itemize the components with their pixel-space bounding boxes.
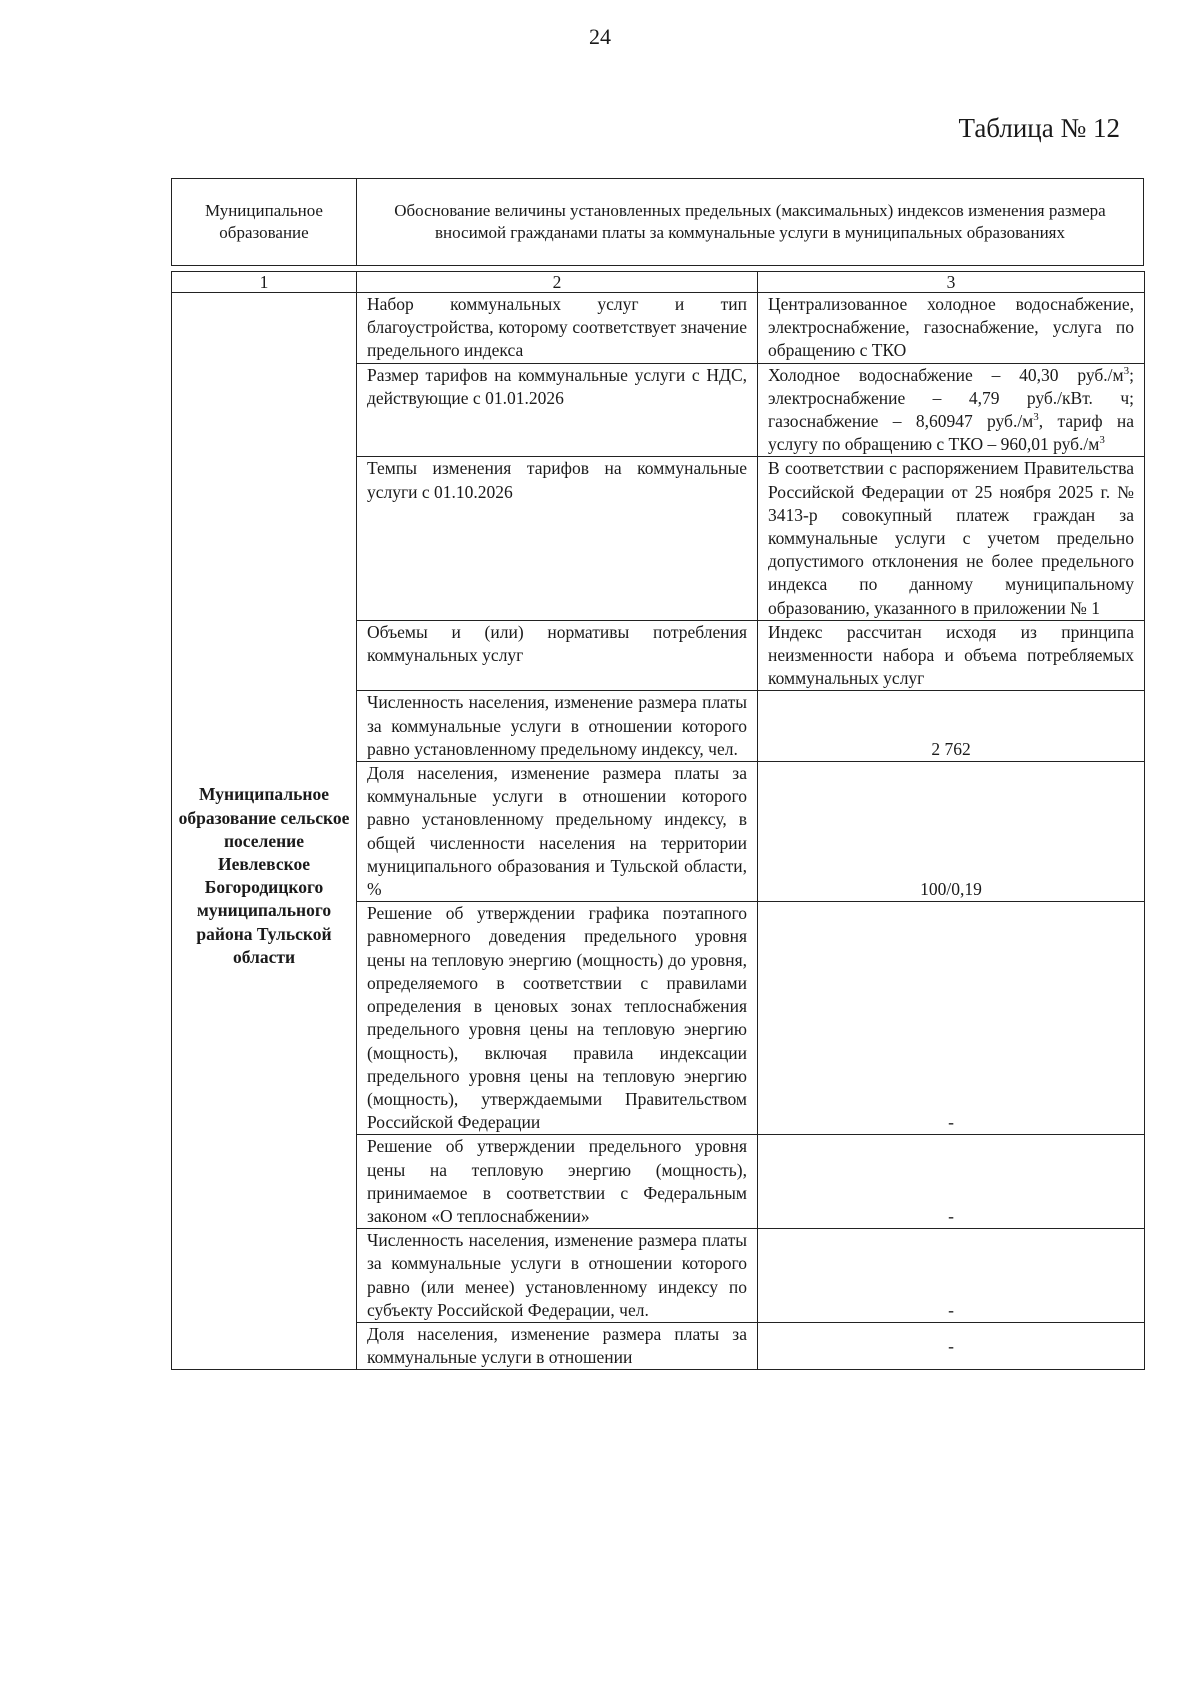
column-number: 3 xyxy=(758,272,1145,293)
row-label: Доля населения, изменение размера платы за коммунальные услуги в отношении xyxy=(357,1322,758,1369)
column-number-row xyxy=(172,272,1145,293)
table-title: Таблица № 12 xyxy=(958,113,1120,143)
row-label: Размер тарифов на коммунальные услуги с НДС, действующие с 01.01.2026 xyxy=(357,363,758,457)
row-label: Численность населения, изменение размера платы за коммунальные услуги в отношении которого равно установленному предельному индексу, чел. xyxy=(357,691,758,762)
data-table xyxy=(171,271,1145,1370)
column-number: 1 xyxy=(172,272,357,293)
row-value: Централизованное холодное водоснабжение, электроснабжение, газоснабжение, услуга по обращению с ТКО xyxy=(758,293,1145,364)
row-label: Численность населения, изменение размера платы за коммунальные услуги в отношении которого равно (или менее) установленному индексу по субъекту Российской Федерации, чел. xyxy=(357,1229,758,1323)
municipality-label: Муниципальное образование сельское поселение Иевлевское Богородицкого муниципального района Тульской области xyxy=(178,784,350,967)
row-label: Темпы изменения тарифов на коммунальные услуги с 01.10.2026 xyxy=(357,457,758,620)
row-value: - xyxy=(758,902,1145,1135)
row-value: В соответствии с распоряжением Правительства Российской Федерации от 25 ноября 2025 г. № 3413-р совокупный платеж граждан за коммунальные услуги с учетом предельно допустимого отклонения не более предельного индекса по данному муниципальному образованию, указанного в приложении № 1 xyxy=(758,457,1145,620)
row-value: - xyxy=(758,1135,1145,1229)
row-label: Набор коммунальных услуг и тип благоустройства, которому соответствует значение предельного индекса xyxy=(357,293,758,364)
row-value: - xyxy=(758,1322,1145,1369)
municipality-name xyxy=(172,293,357,1370)
row-label: Решение об утверждении графика поэтапного равномерного доведения предельного уровня цены на тепловую энергию (мощность) до уровня, определяемого в соответствии с правилами определения в ценовых зонах теплоснабжения предельного уровня цены на тепловую энергию (мощность), включая правила индексации предельного уровня цены на тепловую энергию (мощность), утверждаемыми Правительством Российской Федерации xyxy=(357,902,758,1135)
header-justification: Обоснование величины установленных предельных (максимальных) индексов изменения размера вносимой гражданами платы за коммунальные услуги в муниципальных образованиях xyxy=(357,179,1144,266)
table-row xyxy=(172,293,1145,364)
header-municipality: Муниципальное образование xyxy=(172,179,357,266)
row-value: 2 762 xyxy=(758,691,1145,762)
header-table xyxy=(171,178,1144,266)
row-label: Доля населения, изменение размера платы за коммунальные услуги в отношении которого равно установленному предельному индексу, в общей численности населения на территории муниципального образования и Тульской области, % xyxy=(357,762,758,902)
page-number: 24 xyxy=(589,24,611,49)
row-value: 100/0,19 xyxy=(758,762,1145,902)
row-value: - xyxy=(758,1229,1145,1323)
column-number: 2 xyxy=(357,272,758,293)
row-value: Холодное водоснабжение – 40,30 $руб./м^3$; электроснабжение – 4,79 руб./кВт. ч; газоснабжение – 8,60947 $руб./м^3$, тариф на услугу по обращению с ТКО – 960,01 $руб./м^3$ xyxy=(758,363,1145,457)
row-value: Индекс рассчитан исходя из принципа неизменности набора и объема потребляемых коммунальных услуг xyxy=(758,620,1145,691)
row-label: Объемы и (или) нормативы потребления коммунальных услуг xyxy=(357,620,758,691)
row-label: Решение об утверждении предельного уровня цены на тепловую энергию (мощность), принимаемое в соответствии с Федеральным законом «О теплоснабжении» xyxy=(357,1135,758,1229)
